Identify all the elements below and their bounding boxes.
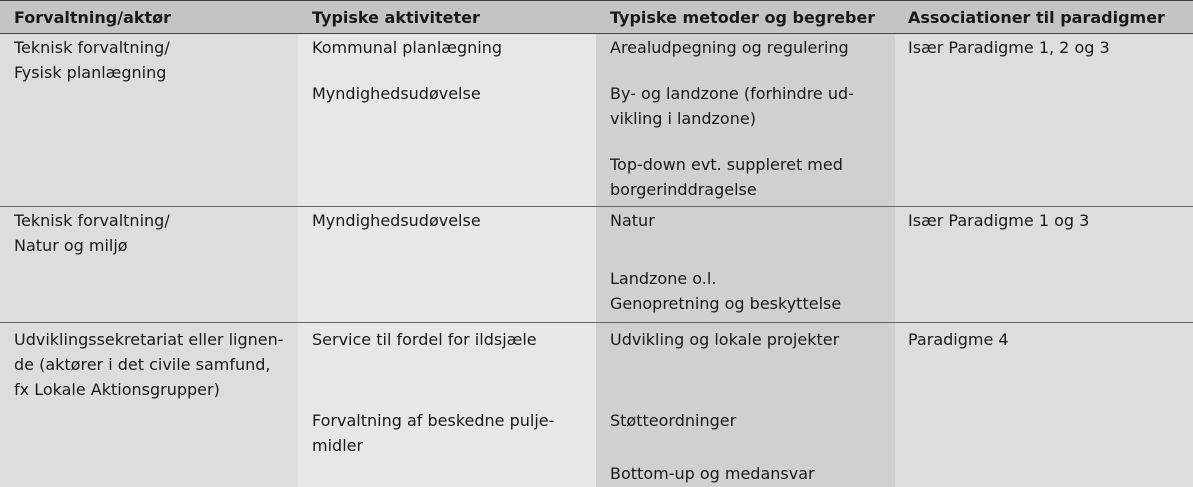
row2-activity: Myndighedsudøvelse xyxy=(312,211,481,230)
row-divider xyxy=(0,322,1193,323)
row3-method: Støtteordninger xyxy=(610,411,737,430)
header-actor: Forvaltning/aktør xyxy=(14,8,172,27)
row2-actor-line: Natur og miljø xyxy=(14,236,128,255)
row1-activity: Kommunal planlægning xyxy=(312,38,503,57)
header-methods: Typiske metoder og begreber xyxy=(610,8,876,27)
header-association: Associationer til paradigmer xyxy=(908,8,1165,27)
row3-activity: Forvaltning af beskedne pulje- xyxy=(312,411,555,430)
row1-method: vikling i landzone) xyxy=(610,109,756,128)
row1-activity: Myndighedsudøvelse xyxy=(312,84,481,103)
row3-activity: Service til fordel for ildsjæle xyxy=(312,330,537,349)
row2-method: Landzone o.l. xyxy=(610,269,717,288)
row1-actor-line: Teknisk forvaltning/ xyxy=(14,38,170,57)
row3-method: Bottom-up og medansvar xyxy=(610,464,815,483)
column-bg-actor xyxy=(0,34,298,487)
row-divider xyxy=(0,206,1193,207)
row2-method: Genopretning og beskyttelse xyxy=(610,294,842,313)
row1-method: Top-down evt. suppleret med xyxy=(610,155,843,174)
row3-association-text: Paradigme 4 xyxy=(908,330,1009,349)
row1-method: Arealudpegning og regulering xyxy=(610,38,849,57)
row2-actor-line: Teknisk forvaltning/ xyxy=(14,211,170,230)
row1-method: borgerinddragelse xyxy=(610,180,757,199)
row1-association-text: Især Paradigme 1, 2 og 3 xyxy=(908,38,1110,57)
row3-actor-line: de (aktører i det civile samfund, xyxy=(14,355,271,374)
row2-method: Natur xyxy=(610,211,655,230)
row3-actor-line: Udviklingssekretariat eller lignen- xyxy=(14,330,284,349)
row1-actor-line: Fysisk planlægning xyxy=(14,63,167,82)
row3-activity: midler xyxy=(312,436,364,455)
column-bg-association xyxy=(895,34,1193,487)
row3-method: Udvikling og lokale projekter xyxy=(610,330,840,349)
header-activities: Typiske aktiviteter xyxy=(312,8,480,27)
row3-actor-line: fx Lokale Aktionsgrupper) xyxy=(14,380,220,399)
row1-method: By- og landzone (forhindre ud- xyxy=(610,84,854,103)
table-header xyxy=(0,0,1193,34)
row2-association-text: Især Paradigme 1 og 3 xyxy=(908,211,1090,230)
